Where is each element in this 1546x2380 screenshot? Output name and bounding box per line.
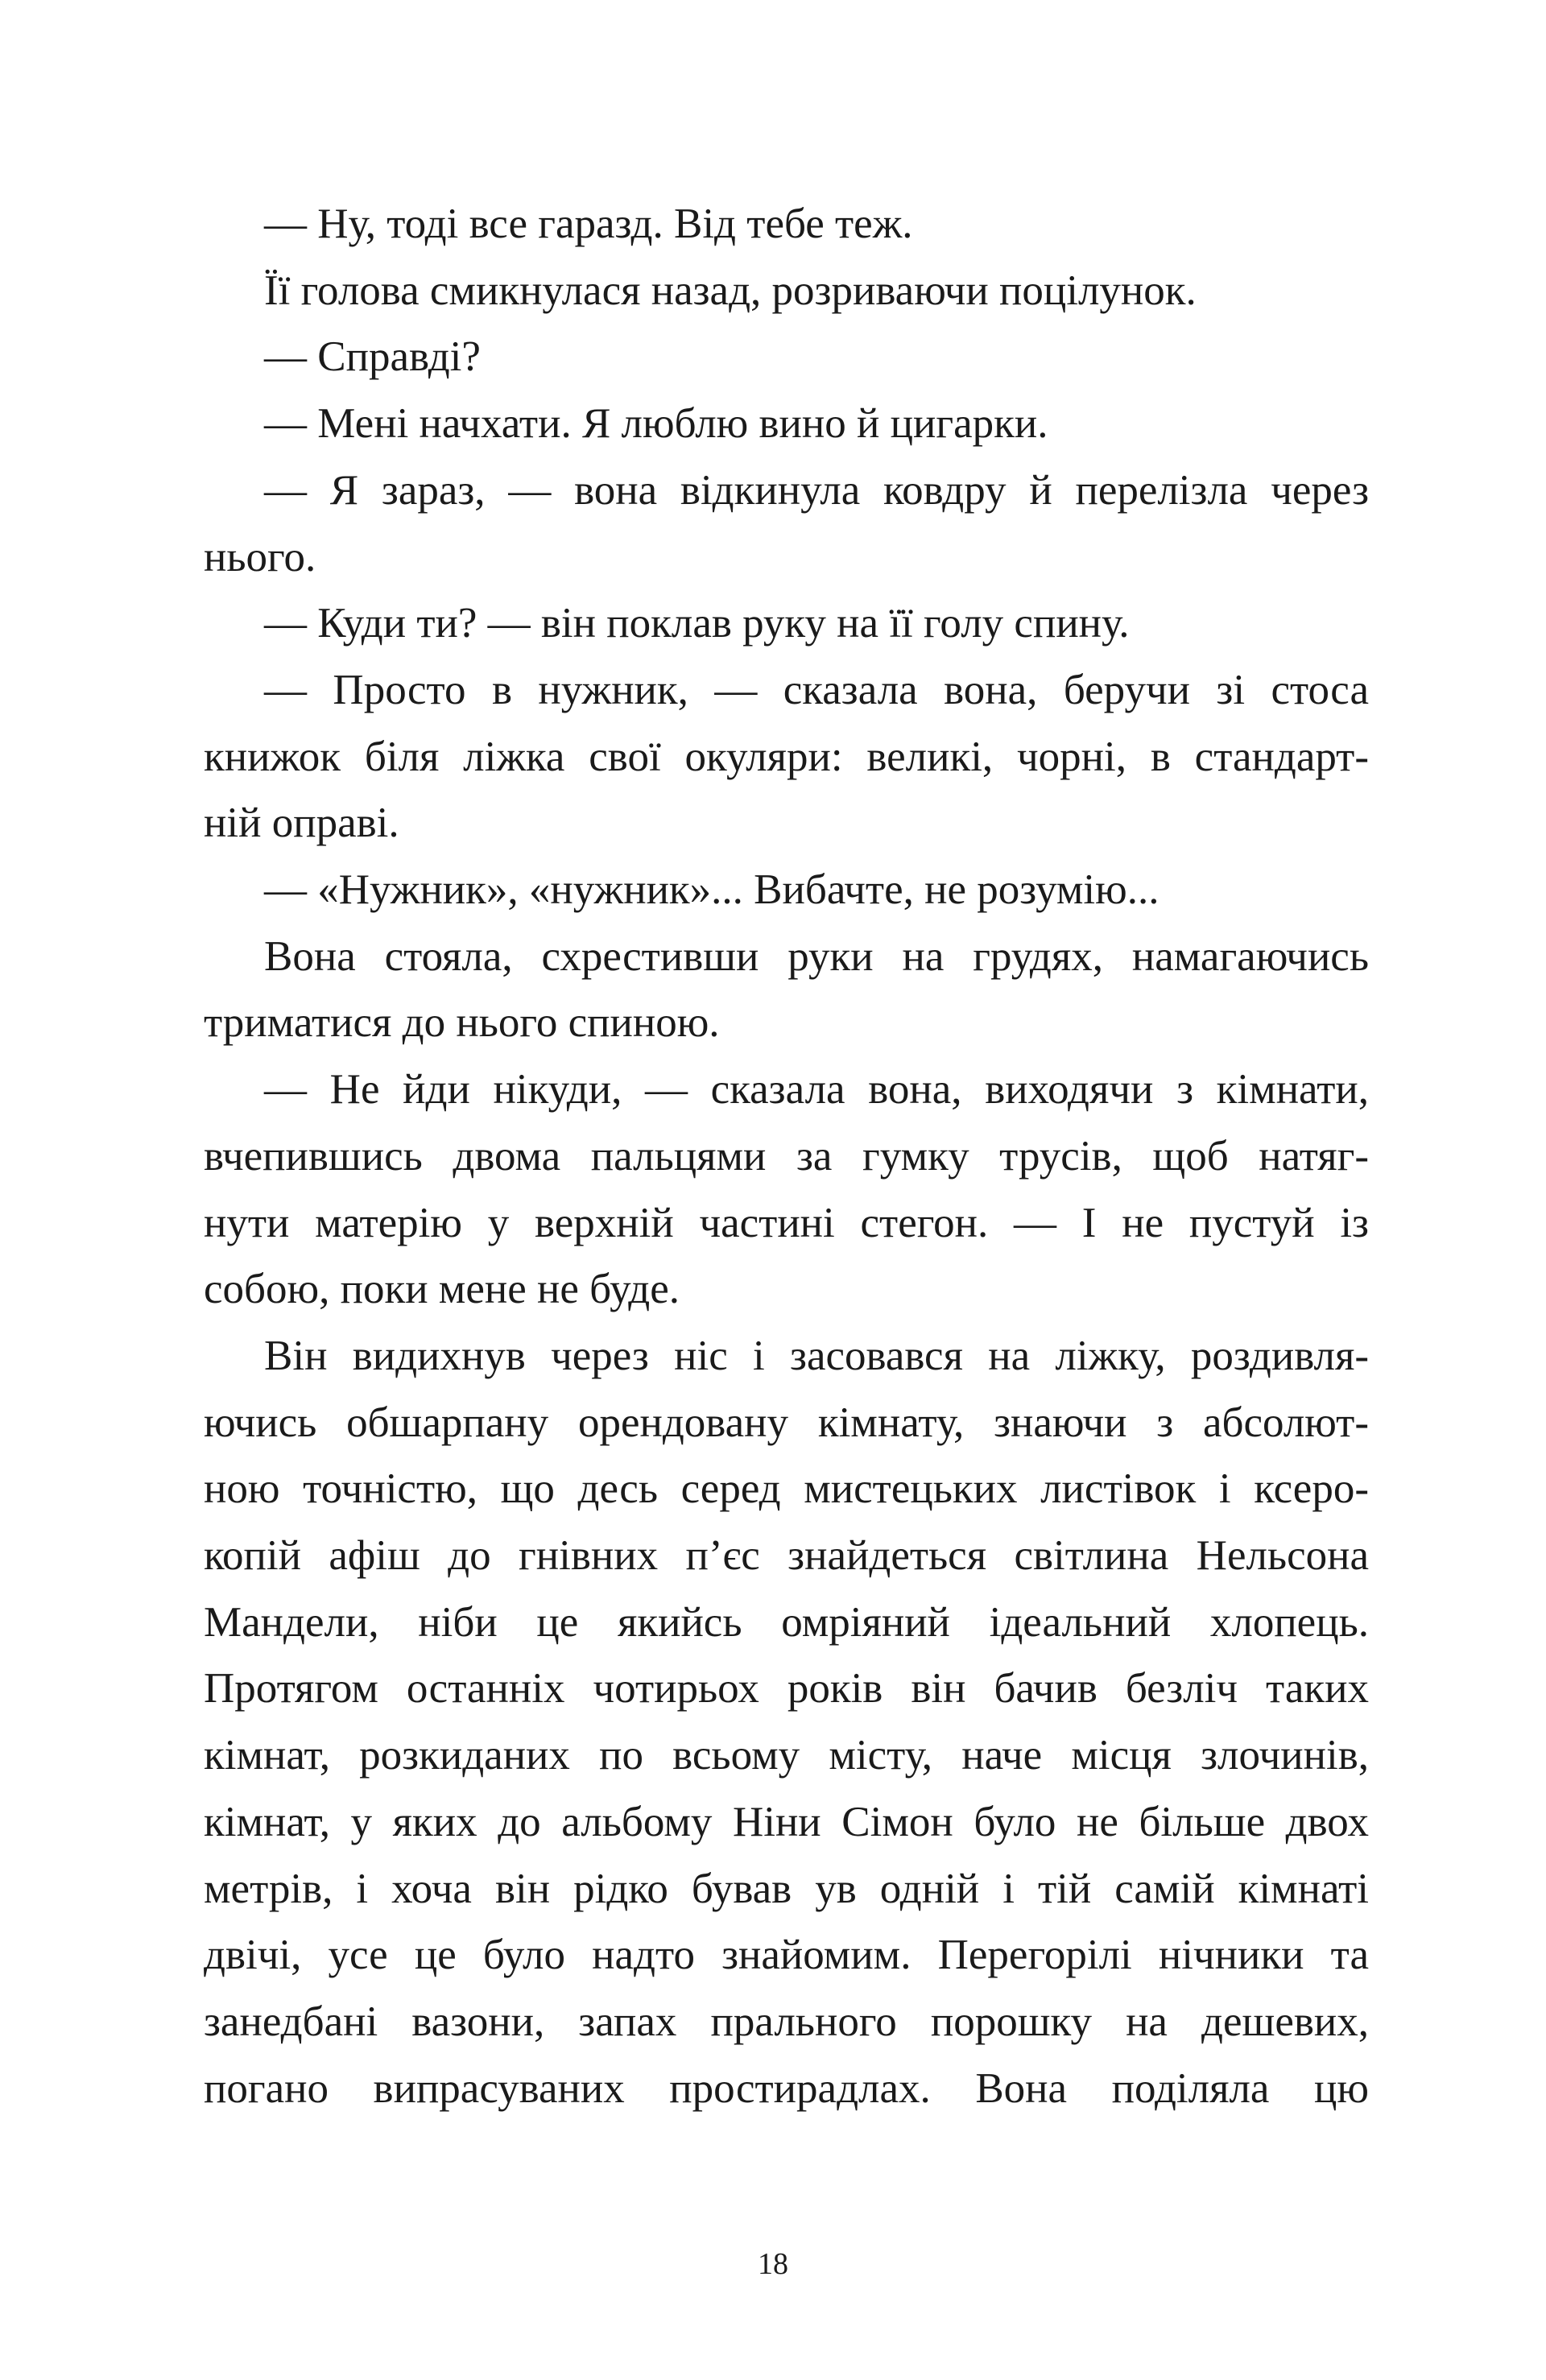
text-line: Її голова смикнулася назад, розриваючи поцілунок. [264, 267, 1197, 314]
text-line: — Не йди нікуди, — сказала вона, виходячи з кімнати, [264, 1066, 1369, 1114]
text-line: — Справді? [264, 333, 481, 381]
text-line: Протягом останніх чотирьох років він бачив безліч таких [204, 1665, 1369, 1713]
text-line: метрів, і хоча він рідко бував ув одній і тій самій кімнаті [204, 1865, 1369, 1912]
text-line: — «Нужник», «нужник»... Вибачте, не розумію... [264, 866, 1160, 913]
text-line: погано випрасуваних простирадлах. Вона поділяла цю [204, 2064, 1369, 2112]
text-line: двічі, усе це було надто знайомим. Перегорілі нічники та [204, 1932, 1369, 1979]
text-line: вчепившись двома пальцями за гумку трусів, щоб натяг- [204, 1132, 1369, 1180]
text-line: копій афіш до гнівних п’єс знайдеться світлина Нельсона [204, 1532, 1369, 1579]
text-line: нього. [204, 533, 316, 581]
text-line: триматися до нього спиною. [204, 999, 720, 1047]
text-line: — Ну, тоді все гаразд. Від тебе теж. [264, 200, 913, 247]
text-line: занедбані вазони, запах прального порошку на дешевих, [204, 1998, 1369, 2045]
text-line: кімнат, у яких до альбому Ніни Сімон було не більше двох [204, 1798, 1369, 1845]
text-line: ною точністю, що десь серед мистецьких листівок і ксеро- [204, 1465, 1369, 1513]
text-line: — Куди ти? — він поклав руку на її голу спину. [264, 600, 1130, 647]
text-line: нути матерію у верхній частині стегон. — І не пустуй із [204, 1199, 1369, 1246]
text-line: Він видихнув через ніс і засовався на ліжку, роздивля- [264, 1332, 1369, 1379]
text-line: Мандели, ніби це якийсь омріяний ідеальний хлопець. [204, 1598, 1369, 1646]
text-line: — Я зараз, — вона відкинула ковдру й перелізла через [264, 466, 1369, 514]
text-line: книжок біля ліжка свої окуляри: великі, чорні, в стандарт- [204, 733, 1369, 780]
text-line: — Просто в нужник, — сказала вона, беручи зі стоса [264, 666, 1369, 713]
text-line: кімнат, розкиданих по всьому місту, наче місця злочинів, [204, 1732, 1369, 1779]
text-line: собою, поки мене не буде. [204, 1266, 680, 1313]
text-line: ючись обшарпану орендовану кімнату, знаючи з абсолют- [204, 1399, 1369, 1446]
page-number: 18 [758, 2247, 788, 2281]
text-line: ній оправі. [204, 800, 399, 847]
text-line: Вона стояла, схрестивши руки на грудях, намагаючись [264, 932, 1369, 980]
text-line: — Мені начхати. Я люблю вино й цигарки. [264, 400, 1048, 448]
